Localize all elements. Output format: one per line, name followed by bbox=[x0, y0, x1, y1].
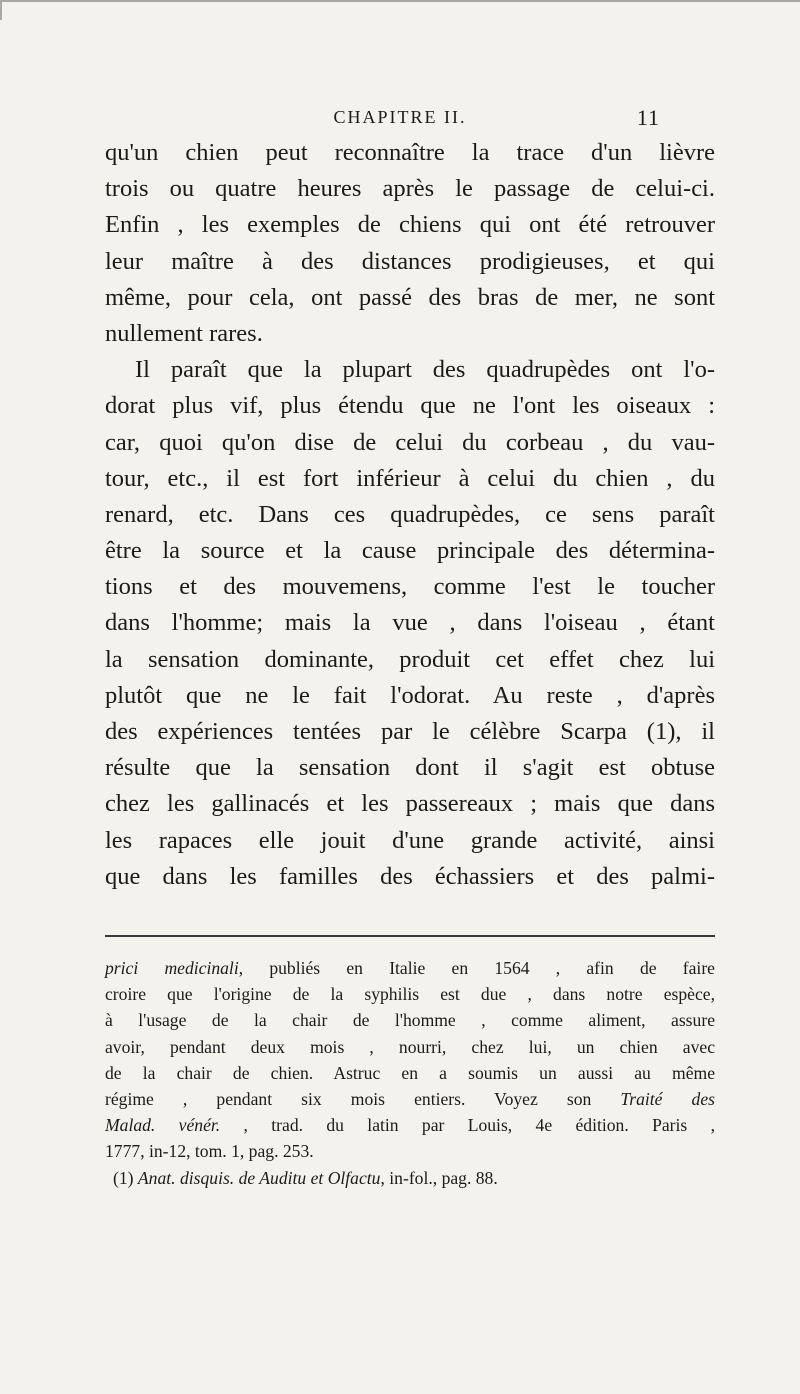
footnote-line bbox=[105, 1086, 715, 1112]
footnote-line bbox=[105, 1112, 715, 1138]
text-line: les rapaces elle jouit d'une grande activité, ainsi bbox=[105, 826, 715, 854]
text-line: trois ou quatre heures après le passage de celui-ci. bbox=[105, 175, 715, 203]
running-title: CHAPITRE II. bbox=[333, 107, 467, 127]
text-line: Il paraît que la plupart des quadrupèdes ont l'o- bbox=[135, 356, 715, 384]
footnotes bbox=[105, 955, 715, 1191]
text-line: dorat plus vif, plus étendu que ne l'ont les oiseaux : bbox=[105, 392, 715, 420]
text-line: nullement rares. bbox=[105, 319, 263, 347]
text-line: même, pour cela, ont passé des bras de mer, ne sont bbox=[105, 283, 715, 311]
text-line: chez les gallinacés et les passereaux ; mais que dans bbox=[105, 790, 715, 818]
footnote-line: croire que l'origine de la syphilis est due , dans notre espèce, bbox=[105, 984, 715, 1005]
text-line: des expériences tentées par le célèbre Scarpa (1), il bbox=[105, 718, 715, 745]
running-head bbox=[0, 105, 800, 133]
footnote-text: , publiés en Italie en 1564 , afin de faire bbox=[238, 958, 715, 978]
text-line: que dans les familles des échassiers et des palmi- bbox=[105, 862, 715, 890]
footnote-text: , trad. du latin par Louis, 4e édition. Paris , bbox=[220, 1115, 715, 1136]
text-line: renard, etc. Dans ces quadrupèdes, ce sens paraît bbox=[105, 500, 715, 528]
footnote-line bbox=[105, 955, 715, 981]
footnote-line bbox=[105, 1165, 715, 1191]
page-number: 11 bbox=[636, 105, 660, 130]
footnote-text: , in-fol., pag. 88. bbox=[380, 1167, 498, 1188]
text-line: dans l'homme; mais la vue , dans l'oiseau , étant bbox=[105, 609, 715, 637]
main-text bbox=[105, 135, 715, 895]
text-line: plutôt que ne le fait l'odorat. Au reste , d'après bbox=[105, 681, 715, 709]
text-line: résulte que la sensation dont il s'agit est obtuse bbox=[105, 754, 715, 782]
text-line: qu'un chien peut reconnaître la trace d'un lièvre bbox=[105, 139, 715, 166]
footnote-italic: Traité des bbox=[620, 1088, 715, 1109]
footnote-italic: prici medicinali bbox=[105, 958, 239, 978]
text-line: tions et des mouvemens, comme l'est le toucher bbox=[105, 573, 715, 601]
footnote-text: (1) bbox=[113, 1167, 138, 1188]
footnote-text: régime , pendant six mois entiers. Voyez son bbox=[105, 1088, 621, 1109]
footnote-italic: Malad. vénér. bbox=[105, 1115, 221, 1136]
footnote-line: avoir, pendant deux mois , nourri, chez lui, un chien avec bbox=[105, 1036, 715, 1057]
footnote-separator bbox=[105, 935, 715, 937]
footnote-italic: Anat. disquis. de Auditu et Olfactu bbox=[137, 1167, 381, 1188]
text-line: la sensation dominante, produit cet effet chez lui bbox=[105, 645, 715, 673]
text-line: Enfin , les exemples de chiens qui ont été retrouver bbox=[105, 211, 715, 239]
footnote-line: à l'usage de la chair de l'homme , comme aliment, assure bbox=[105, 1010, 715, 1031]
page-edge bbox=[0, 0, 800, 20]
text-line: leur maître à des distances prodigieuses, et qui bbox=[105, 247, 715, 275]
text-line: car, quoi qu'on dise de celui du corbeau , du vau- bbox=[105, 428, 715, 456]
text-line: être la source et la cause principale des détermina- bbox=[105, 537, 715, 565]
text-line: tour, etc., il est fort inférieur à celui du chien , du bbox=[105, 464, 715, 492]
footnote-line: de la chair de chien. Astruc en a soumis un aussi au même bbox=[105, 1062, 715, 1083]
footnote-line: 1777, in-12, tom. 1, pag. 253. bbox=[105, 1141, 314, 1162]
